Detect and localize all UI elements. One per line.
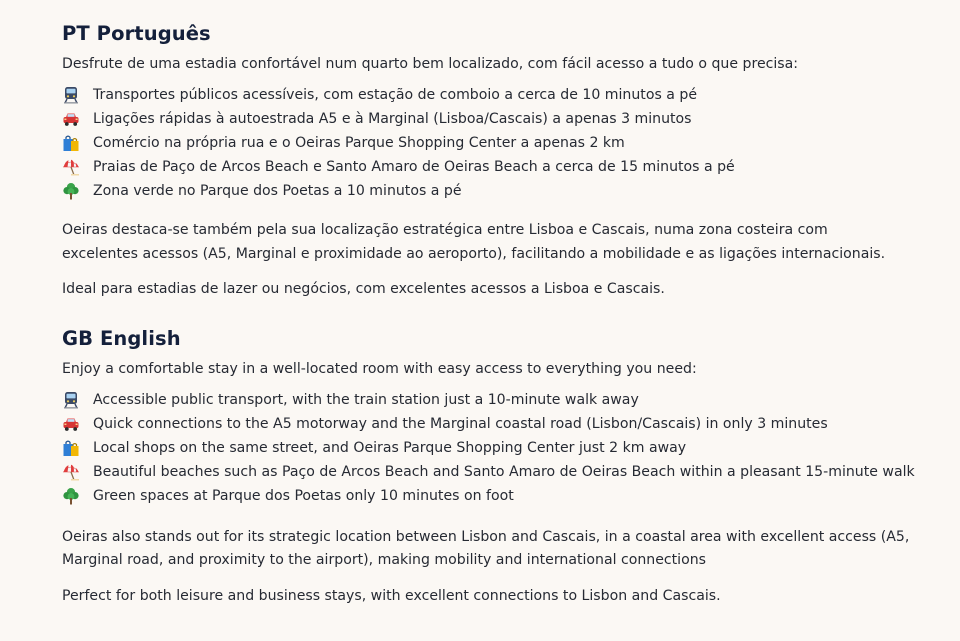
amenity-text: Quick connections to the A5 motorway and the Marginal coastal road (Lisbon/Cascais) in only 3 minutes xyxy=(93,415,828,432)
train-icon xyxy=(62,86,80,104)
shopping-bags-icon xyxy=(62,439,80,457)
list-item xyxy=(62,131,942,155)
amenity-text: Transportes públicos acessíveis, com estação de comboio a cerca de 10 minutos a pé xyxy=(93,87,698,103)
list-item xyxy=(62,412,942,436)
amenity-text: Zona verde no Parque dos Poetas a 10 minutos a pé xyxy=(93,183,462,199)
english-section xyxy=(62,325,942,609)
list-item xyxy=(62,436,942,460)
amenity-text: Ligações rápidas à autoestrada A5 e à Marginal (Lisboa/Cascais) a apenas 3 minutos xyxy=(93,111,692,127)
amenity-text: Praias de Paço de Arcos Beach e Santo Amaro de Oeiras Beach a cerca de 15 minutos a pé xyxy=(93,159,735,175)
section-title-portuguese: PT Português xyxy=(62,22,211,45)
location-paragraph-line-1: Oeiras destaca-se também pela sua localização estratégica entre Lisboa e Cascais, numa zona costeira com xyxy=(62,222,828,238)
location-paragraph-line-1: Oeiras also stands out for its strategic location between Lisbon and Cascais, in a coastal area with excellent access (A5, xyxy=(62,528,910,545)
amenities-list xyxy=(62,388,942,508)
description-content xyxy=(62,20,942,608)
tree-icon xyxy=(62,487,80,505)
list-item xyxy=(62,484,942,508)
amenities-list xyxy=(62,83,942,203)
list-item xyxy=(62,179,942,203)
list-item xyxy=(62,83,942,107)
amenity-text: Beautiful beaches such as Paço de Arcos Beach and Santo Amaro de Oeiras Beach within a pleasant 15-minute walk xyxy=(93,463,915,480)
car-icon xyxy=(62,110,80,128)
section-title-english: GB English xyxy=(62,326,181,350)
beach-umbrella-icon xyxy=(62,158,80,176)
beach-umbrella-icon xyxy=(62,463,80,481)
location-paragraph-line-2: excelentes acessos (A5, Marginal e proximidade ao aeroporto), facilitando a mobilidade e as ligações internacionais. xyxy=(62,245,886,262)
location-paragraph xyxy=(62,219,942,266)
tree-icon xyxy=(62,182,80,200)
amenity-text: Accessible public transport, with the train station just a 10-minute walk away xyxy=(93,391,639,408)
amenity-text: Comércio na própria rua e o Oeiras Parque Shopping Center a apenas 2 km xyxy=(93,135,625,151)
train-icon xyxy=(62,391,80,409)
list-item xyxy=(62,155,942,179)
shopping-bags-icon xyxy=(62,134,80,152)
location-paragraph xyxy=(62,526,942,573)
intro-text: Enjoy a comfortable stay in a well-located room with easy access to everything you need: xyxy=(62,360,697,377)
list-item xyxy=(62,107,942,131)
list-item xyxy=(62,460,942,484)
car-icon xyxy=(62,415,80,433)
closing-paragraph: Ideal para estadias de lazer ou negócios, com excelentes acessos a Lisboa e Cascais. xyxy=(62,281,665,297)
intro-text: Desfrute de uma estadia confortável num quarto bem localizado, com fácil acesso a tudo o que precisa: xyxy=(62,56,799,72)
list-item xyxy=(62,388,942,412)
portuguese-section xyxy=(62,20,942,302)
location-paragraph-line-2: Marginal road, and proximity to the airport), making mobility and international connections xyxy=(62,552,706,568)
closing-paragraph: Perfect for both leisure and business stays, with excellent connections to Lisbon and Cascais. xyxy=(62,587,721,604)
amenity-text: Local shops on the same street, and Oeiras Parque Shopping Center just 2 km away xyxy=(93,439,687,456)
amenity-text: Green spaces at Parque dos Poetas only 10 minutes on foot xyxy=(93,487,514,504)
